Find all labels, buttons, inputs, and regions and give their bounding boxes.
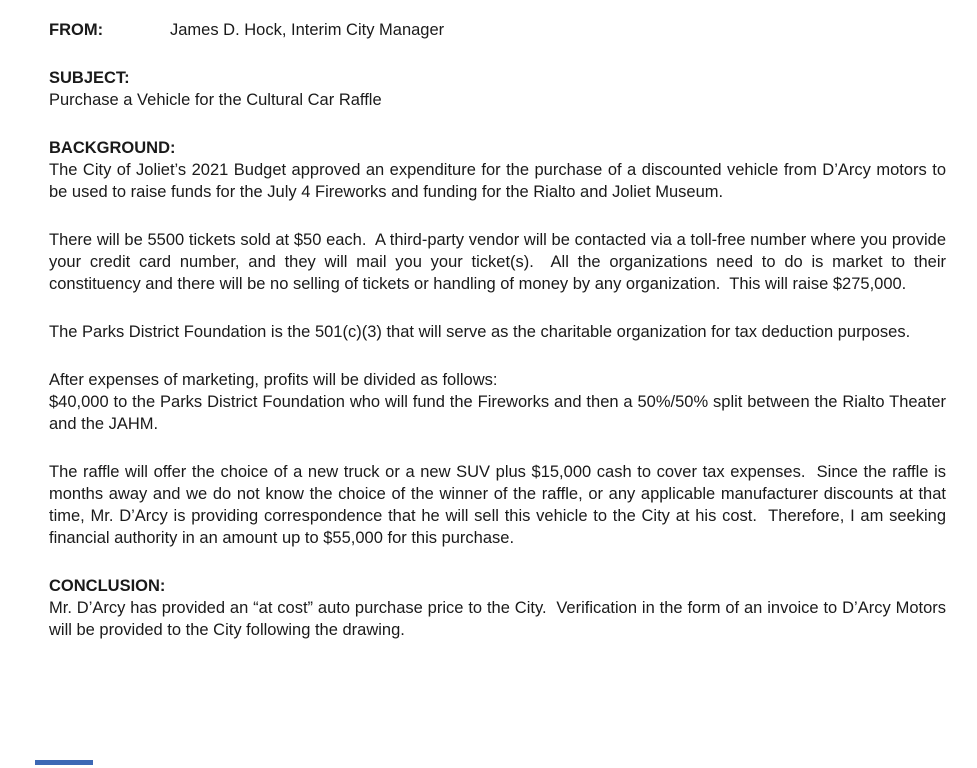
blue-dash-artifact xyxy=(35,760,93,765)
conclusion-text: Mr. D’Arcy has provided an “at cost” auto purchase price to the City. Verification in the form of an invoice to D’Arcy Motors will be provided to the City following the drawing. xyxy=(49,599,951,639)
background-section xyxy=(49,137,951,203)
background-paragraph-5: The raffle will offer the choice of a new truck or a new SUV plus $15,000 cash to cover tax expenses. Since the raffle is months away and we do not know the choice of the winner of the raffle, or any applicable manufacturer discounts at that time, Mr. D’Arcy is providing correspondence that he will sell this vehicle to the City at his cost. Therefore, I am seeking financial authority in an amount up to $55,000 for this purchase. xyxy=(49,463,951,547)
profits-split-text: $40,000 to the Parks District Foundation who will fund the Fireworks and then a 50%/50% split between the Rialto Theater and the JAHM. xyxy=(49,393,951,433)
from-row xyxy=(49,19,946,41)
background-paragraph-1: The City of Joliet’s 2021 Budget approved an expenditure for the purchase of a discounted vehicle from D’Arcy motors to be used to raise funds for the July 4 Fireworks and funding for the Rialto and Joliet Museum. xyxy=(49,161,951,201)
background-paragraph-3: The Parks District Foundation is the 501(c)(3) that will serve as the charitable organization for tax deduction purposes. xyxy=(49,323,911,341)
profits-paragraph xyxy=(49,369,951,435)
conclusion-label: CONCLUSION: xyxy=(49,577,166,595)
profits-lead-line: After expenses of marketing, profits will be divided as follows: xyxy=(49,371,498,389)
tickets-paragraph xyxy=(49,229,951,295)
from-value: James D. Hock, Interim City Manager xyxy=(170,21,445,39)
subject-section xyxy=(49,67,946,111)
subject-value: Purchase a Vehicle for the Cultural Car Raffle xyxy=(49,91,382,109)
from-label: FROM: xyxy=(49,21,104,39)
background-paragraph-2: There will be 5500 tickets sold at $50 each. A third-party vendor will be contacted via a toll-free number where you provide your credit card number, and they will mail you your ticket(s). All the organizations need to do is market to their constituency and there will be no selling of tickets or handling of money by any organization. This will raise $275,000. xyxy=(49,231,951,293)
raffle-paragraph xyxy=(49,461,951,549)
subject-label: SUBJECT: xyxy=(49,69,130,87)
background-label: BACKGROUND: xyxy=(49,139,176,157)
conclusion-section xyxy=(49,575,951,641)
foundation-paragraph xyxy=(49,321,946,343)
